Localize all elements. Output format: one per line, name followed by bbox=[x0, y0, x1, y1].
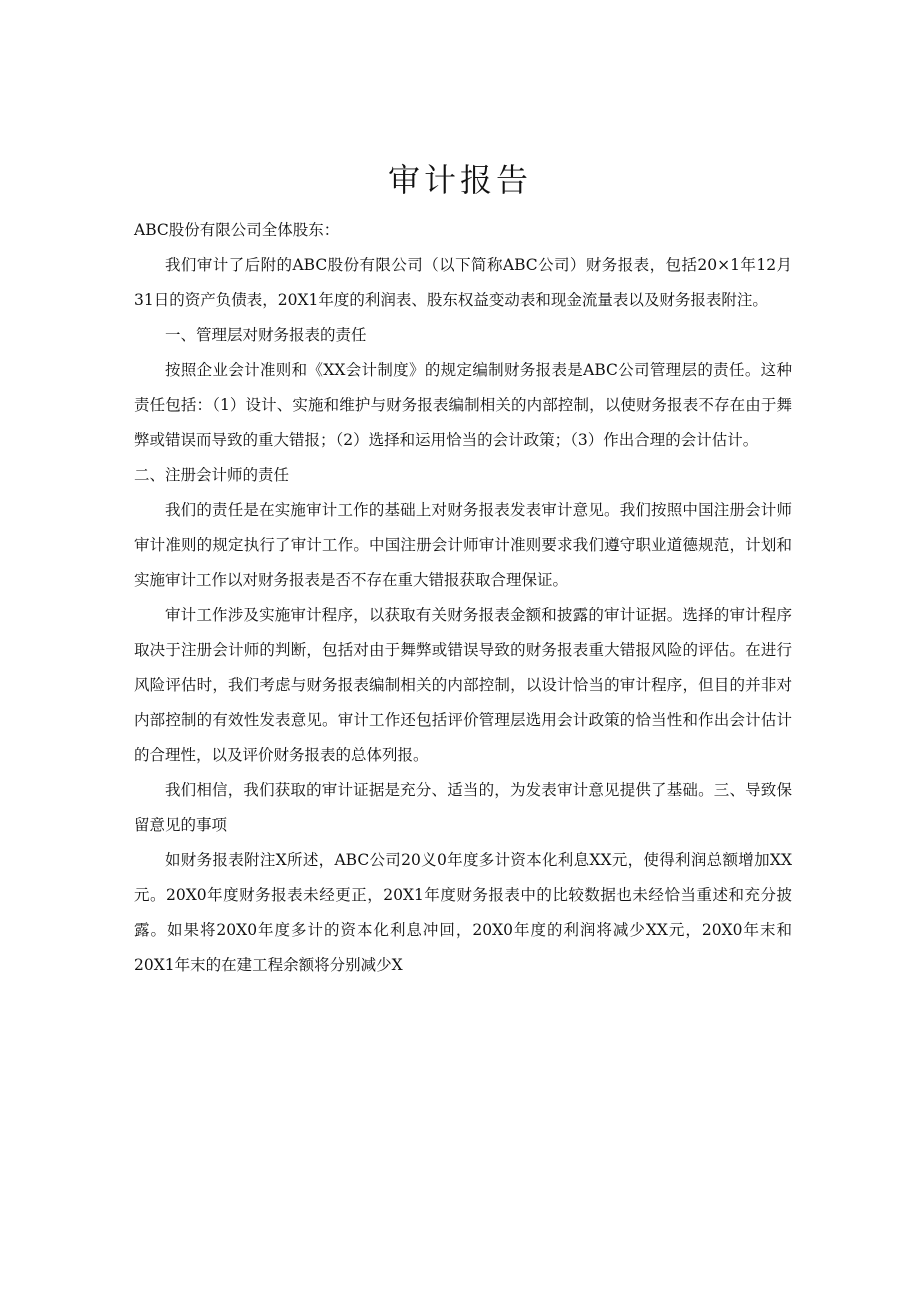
intro-paragraph: 我们审计了后附的ABC股份有限公司（以下简称ABC公司）财务报表，包括20×1年12月31日的资产负债表，20X1年度的利润表、股东权益变动表和现金流量表以及财务报表附注。 bbox=[134, 256, 792, 309]
report-body bbox=[134, 213, 792, 983]
cpa-responsibility-paragraph-1: 我们的责任是在实施审计工作的基础上对财务报表发表审计意见。我们按照中国注册会计师审计准则的规定执行了审计工作。中国注册会计师审计准则要求我们遵守职业道德规范，计划和实施审计工作以对财务报表是否不存在重大错报获取合理保证。 bbox=[134, 501, 792, 589]
cpa-responsibility-paragraph-2: 审计工作涉及实施审计程序，以获取有关财务报表金额和披露的审计证据。选择的审计程序取决于注册会计师的判断，包括对由于舞弊或错误导致的财务报表重大错报风险的评估。在进行风险评估时，我们考虑与财务报表编制相关的内部控制，以设计恰当的审计程序，但目的并非对内部控制的有效性发表意见。审计工作还包括评价管理层选用会计政策的恰当性和作出会计估计的合理性，以及评价财务报表的总体列报。 bbox=[134, 606, 792, 764]
belief-paragraph-with-section-heading: 我们相信，我们获取的审计证据是充分、适当的，为发表审计意见提供了基础。三、导致保留意见的事项 bbox=[134, 781, 792, 834]
section-heading-cpa: 二、注册会计师的责任 bbox=[134, 466, 290, 484]
salutation: ABC股份有限公司全体股东： bbox=[134, 221, 340, 239]
report-title: 审计报告 bbox=[387, 161, 532, 199]
qualified-matter-paragraph: 如财务报表附注X所述，ABC公司20义0年度多计资本化利息XX元，使得利润总额增加XX元。20X0年度财务报表未经更正，20X1年度财务报表中的比较数据也未经恰当重述和充分披露。如果将20X0年度多计的资本化利息冲回，20X0年度的利润将减少XX元，20X0年末和20X1年末的在建工程余额将分别减少X bbox=[134, 851, 792, 974]
management-responsibility-paragraph: 按照企业会计准则和《XX会计制度》的规定编制财务报表是ABC公司管理层的责任。这种责任包括：（1）设计、实施和维护与财务报表编制相关的内部控制，以使财务报表不存在由于舞弊或错误而导致的重大错报；（2）选择和运用恰当的会计政策；（3）作出合理的会计估计。 bbox=[134, 361, 792, 449]
section-heading-management: 一、管理层对财务报表的责任 bbox=[165, 326, 367, 344]
